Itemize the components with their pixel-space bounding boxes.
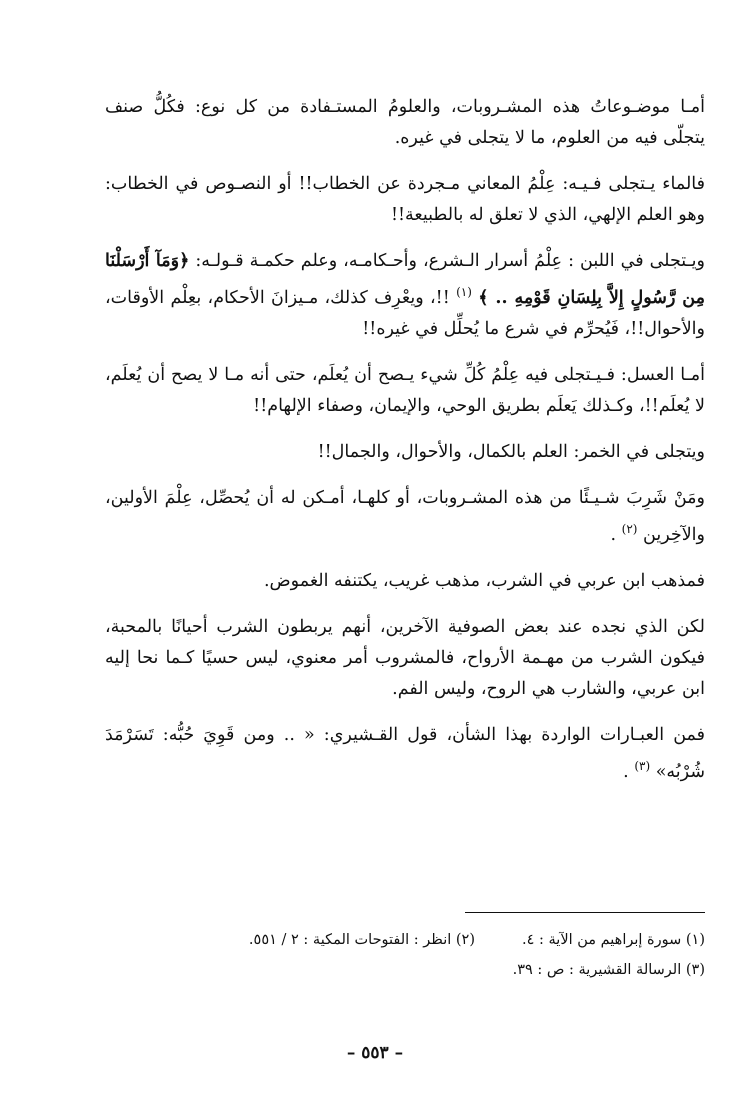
paragraph-end: . xyxy=(623,761,629,782)
footnotes xyxy=(130,925,705,985)
footnote-2: (٢) انظر : الفتوحات المكية : ٢ / ٥٥١. xyxy=(248,932,475,948)
paragraph-water xyxy=(105,169,705,231)
footnote-1: (١) سورة إبراهيم من الآية : ٤. xyxy=(522,932,705,948)
footnote-3: (٣) الرسالة القشيرية : ص : ٣٩. xyxy=(512,962,705,978)
paragraph-text: فمن العبـارات الواردة بهذا الشأن، قول القـشيري: « .. ومن قَوِيَ حُبُّه: تَسَرْمَدَ شُرْبُه» xyxy=(105,724,705,782)
quran-verse: ﴿وَمَآ أَرْسَلْنَا مِن رَّسُولٍ إِلاَّ بِلِسَانِ قَوْمِهِ .. ﴾ xyxy=(105,251,705,308)
paragraph-drinks-topics xyxy=(105,92,705,154)
paragraph-text: ومَنْ شَرِبَ شـيـئًا من هذه المشـروبات، أو كلهـا، أمـكن له أن يُحصِّل، عِلْمَ الأولين، والآخِرين xyxy=(105,487,705,545)
paragraph-text: لكن الذي نجده عند بعض الصوفية الآخرين، أنهم يربطون الشرب أحيانًا بالمحبة، فيكون الشرب من مهـمة الأرواح، فالمشروب أمر معنوي، ليس حسيًا كـما نحا إليه ابن عربي، والشارب هي الروح، وليس الفم. xyxy=(105,616,705,699)
paragraph-sufis xyxy=(105,612,705,705)
paragraph-text: ويـتجلى في اللبن : عِلْمُ أسرار الـشرع، وأحـكامـه، وعلم حكمـة قـولـه: xyxy=(195,251,705,271)
paragraph-honey xyxy=(105,360,705,422)
paragraph-text: !!، ويعْرِف كذلك، مـيزانَ الأحكام، بعِلْم الأوقات، والأحوال!!، فَيُحرِّم في شرع ما يُحلِّل في غيره!! xyxy=(105,287,705,339)
paragraph-qushayri xyxy=(105,720,705,788)
page-number: – ٥٥٣ – xyxy=(346,1043,404,1063)
footnote-divider xyxy=(465,912,705,913)
paragraph-text: فمذهب ابن عربي في الشرب، مذهب غريب، يكتنفه الغموض. xyxy=(263,570,705,591)
paragraph-end: . xyxy=(610,524,617,545)
paragraph-text: أمـا موضـوعاتُ هذه المشـروبات، والعلومُ المستـفادة من كل نوع: فكُلُّ صنف يتجلّى فيه من العلوم، ما لا يتجلى في غيره. xyxy=(105,97,705,148)
paragraph-drinker xyxy=(105,483,705,551)
paragraph-milk xyxy=(105,246,705,345)
footnote-ref-1: (١) xyxy=(456,285,472,299)
paragraph-wine xyxy=(105,437,705,468)
footnote-ref-3: (٣) xyxy=(634,758,651,773)
footnote-ref-2: (٢) xyxy=(621,521,638,536)
paragraph-text: فالماء يـتجلى فـيـه: عِلْمُ المعاني مـجردة عن الخطاب!! أو النصـوص في الخطاب: وهو العلم الإلهي، الذي لا تعلق له بالطبيعة!! xyxy=(105,174,705,225)
paragraph-text: ويتجلى في الخمر: العلم بالكمال، والأحوال، والجمال!! xyxy=(317,441,705,462)
footnote-row xyxy=(130,925,705,955)
paragraph-text: أمـا العسل: فـيـتجلى فيه عِلْمُ كُلِّ شيء يـصح أن يُعلَم، حتى أنه مـا لا يصح أن يُعلَم، لا يُعلَم!!، وكـذلك يَعلَم بطريق الوحي، والإيمان، وصفاء الإلهام!! xyxy=(105,364,705,416)
main-text xyxy=(105,92,705,802)
paragraph-ibn-arabi xyxy=(105,566,705,597)
footnote-row xyxy=(130,955,705,985)
